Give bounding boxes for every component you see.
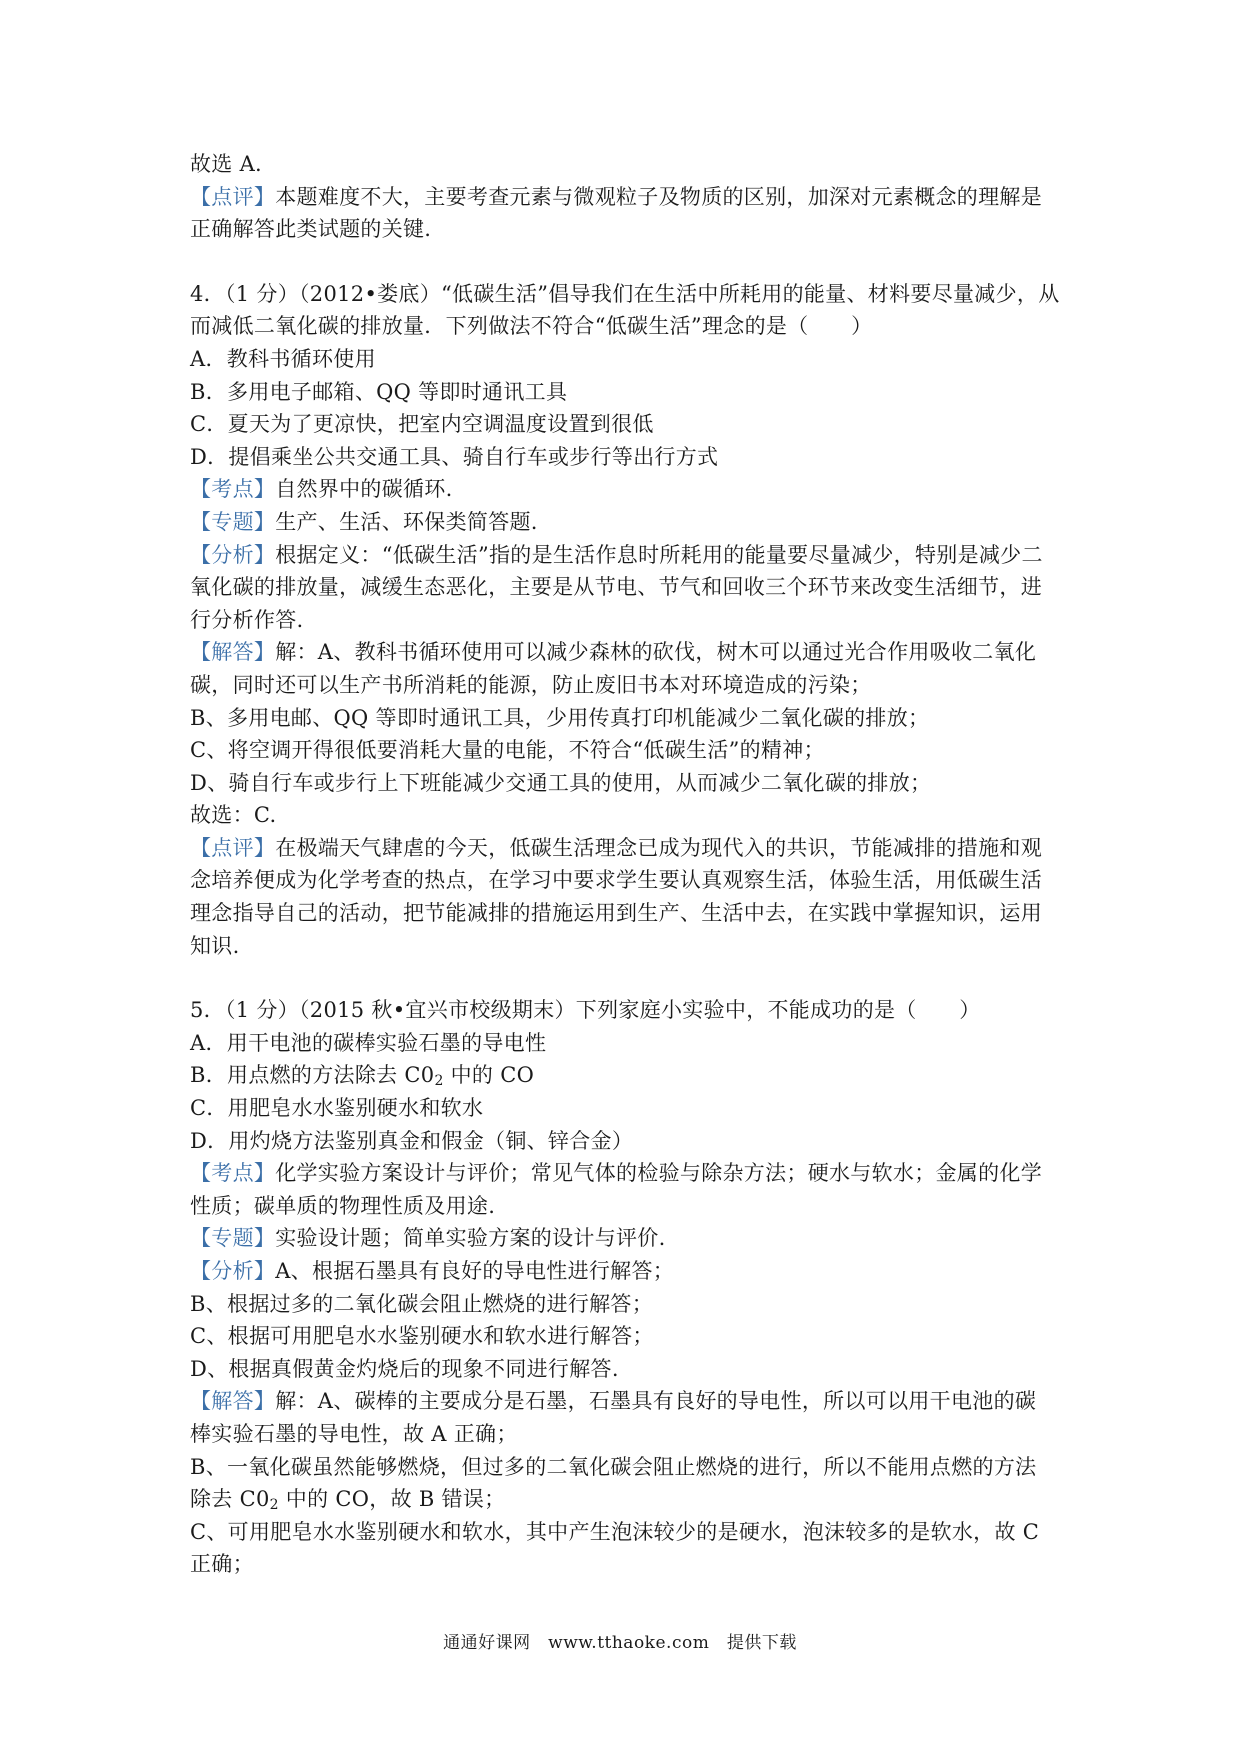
text-line <box>190 604 1062 637</box>
line-text: 解：A、教科书循环使用可以减少森林的砍伐，树木可以通过光合作用吸收二氧化 <box>275 640 1037 665</box>
line-text: B、一氧化碳虽然能够燃烧，但过多的二氧化碳会阻止燃烧的进行，所以不能用点燃的方法 <box>190 1454 1037 1479</box>
line-text: 氧化碳的排放量，减缓生态恶化，主要是从节电、节气和回收三个环节来改变生活细节，进 <box>190 575 1042 600</box>
text-line <box>190 343 1062 376</box>
line-text: 化学实验方案设计与评价；常见气体的检验与除杂方法；硬水与软水；金属的化学 <box>275 1161 1042 1186</box>
text-line <box>190 571 1062 604</box>
section-tag: 【分析】 <box>190 1259 276 1283</box>
line-text: 4．（1 分）（2012•娄底）“低碳生活”倡导我们在生活中所耗用的能量、材料要尽量减少，从 <box>190 281 1060 306</box>
text-line <box>190 994 1062 1027</box>
text-line <box>190 897 1062 930</box>
section-tag: 【考点】 <box>190 1161 276 1186</box>
text-line <box>190 376 1062 409</box>
line-text: 行分析作答. <box>190 607 304 632</box>
section-tag: 【考点】 <box>190 477 276 502</box>
line-text: B、根据过多的二氧化碳会阻止燃烧的进行解答； <box>190 1291 654 1316</box>
text-line <box>190 1222 1062 1255</box>
line-text: 在极端天气肆虐的今天，低碳生活理念已成为现代入的共识，节能减排的措施和观 <box>275 835 1042 860</box>
document-body <box>190 148 1062 1581</box>
text-line <box>190 1483 1062 1516</box>
text-line <box>190 1516 1062 1549</box>
text-line <box>190 734 1062 767</box>
section-tag: 【点评】 <box>190 184 276 209</box>
line-text: A．用干电池的碳棒实验石墨的导电性 <box>190 1030 547 1055</box>
text-line <box>190 1418 1062 1451</box>
section-tag: 【解答】 <box>190 1389 276 1414</box>
line-text: 实验设计题；简单实验方案的设计与评价. <box>275 1226 666 1251</box>
line-text: 故选 A. <box>190 152 263 176</box>
line-text: 碳，同时还可以生产书所消耗的能源，防止废旧书本对环境造成的污染； <box>190 672 872 697</box>
text-line <box>190 181 1062 214</box>
line-text: D、根据真假黄金灼烧后的现象不同进行解答. <box>190 1356 619 1381</box>
text-line <box>190 767 1062 800</box>
text-line <box>190 1385 1062 1418</box>
line-text: 生产、生活、环保类简答题. <box>275 509 538 534</box>
text-line <box>190 1548 1062 1581</box>
page-footer: 通通好课网 www.tthaoke.com 提供下载 <box>443 1633 797 1653</box>
line-text: A、根据石墨具有良好的导电性进行解答； <box>275 1259 675 1283</box>
text-line <box>190 441 1062 474</box>
line-text: 而减低二氧化碳的排放量．下列做法不符合“低碳生活”理念的是（ ） <box>190 314 873 339</box>
text-line <box>190 473 1062 506</box>
line-text: 正确解答此类试题的关键. <box>190 217 432 242</box>
section-tag: 【专题】 <box>190 1226 276 1251</box>
line-text: 解：A、碳棒的主要成分是石墨，石墨具有良好的导电性，所以可以用干电池的碳 <box>275 1389 1037 1414</box>
text-line <box>190 1125 1062 1158</box>
text-line <box>190 702 1062 735</box>
text-line <box>190 1190 1062 1223</box>
text-line <box>190 636 1062 669</box>
text-line <box>190 408 1062 441</box>
text-line <box>190 1255 1062 1288</box>
line-text: C、根据可用肥皂水水鉴别硬水和软水进行解答； <box>190 1324 654 1349</box>
line-text: D．提倡乘坐公共交通工具、骑自行车或步行等出行方式 <box>190 444 719 469</box>
text-line <box>190 506 1062 539</box>
text-line <box>190 148 1062 181</box>
line-text: 本题难度不大，主要考查元素与微观粒子及物质的区别，加深对元素概念的理解是 <box>275 184 1042 209</box>
line-text-continued: 中的 CO，故 B 错误； <box>278 1487 506 1512</box>
line-text: C．用肥皂水水鉴别硬水和软水 <box>190 1096 484 1121</box>
section-tag: 【点评】 <box>190 835 276 860</box>
line-text: D．用灼烧方法鉴别真金和假金（铜、锌合金） <box>190 1128 634 1153</box>
line-text: A．教科书循环使用 <box>190 346 376 371</box>
subscript: 2 <box>434 1073 444 1090</box>
text-line <box>190 310 1062 343</box>
line-text: B．用点燃的方法除去 C0 <box>190 1063 435 1088</box>
text-line <box>190 1059 1062 1092</box>
line-text: C、将空调开得很低要消耗大量的电能，不符合“低碳生活”的精神； <box>190 738 825 763</box>
line-text: 正确； <box>190 1552 254 1577</box>
text-line <box>190 1092 1062 1125</box>
text-line <box>190 213 1062 246</box>
line-text-continued: 中的 CO <box>443 1063 535 1088</box>
line-text: D、骑自行车或步行上下班能减少交通工具的使用，从而减少二氧化碳的排放； <box>190 770 932 795</box>
line-text: 自然界中的碳循环. <box>275 477 453 502</box>
paragraph-gap <box>190 246 1062 278</box>
line-text: 念培养便成为化学考查的热点，在学习中要求学生要认真观察生活，体验生活，用低碳生活 <box>190 868 1042 893</box>
line-text: 性质；碳单质的物理性质及用途. <box>190 1193 496 1218</box>
line-text: C、可用肥皂水水鉴别硬水和软水，其中产生泡沫较少的是硬水，泡沫较多的是软水，故 C <box>190 1519 1040 1544</box>
text-line <box>190 1451 1062 1484</box>
paragraph-gap <box>190 962 1062 994</box>
line-text: 5．（1 分）（2015 秋•宜兴市校级期末）下列家庭小实验中，不能成功的是（ ） <box>190 998 981 1023</box>
section-tag: 【解答】 <box>190 640 276 665</box>
line-text: 故选：C. <box>190 803 277 828</box>
section-tag: 【分析】 <box>190 542 276 567</box>
subscript: 2 <box>269 1497 279 1514</box>
text-line <box>190 864 1062 897</box>
section-tag: 【专题】 <box>190 509 276 534</box>
text-line <box>190 1353 1062 1386</box>
text-line <box>190 278 1062 311</box>
text-line <box>190 930 1062 963</box>
line-text: 知识. <box>190 933 240 958</box>
line-text: 棒实验石墨的导电性，故 A 正确； <box>190 1421 518 1446</box>
line-text: B．多用电子邮箱、QQ 等即时通讯工具 <box>190 379 568 404</box>
text-line <box>190 1027 1062 1060</box>
text-line <box>190 832 1062 865</box>
text-line <box>190 539 1062 572</box>
text-line <box>190 1288 1062 1321</box>
line-text: 根据定义：“低碳生活”指的是生活作息时所耗用的能量要尽量减少，特别是减少二 <box>275 542 1043 567</box>
text-line <box>190 1320 1062 1353</box>
text-line <box>190 669 1062 702</box>
text-line <box>190 1157 1062 1190</box>
text-line <box>190 799 1062 832</box>
line-text: 理念指导自己的活动，把节能减排的措施运用到生产、生活中去，在实践中掌握知识，运用 <box>190 901 1042 926</box>
line-text: C．夏天为了更凉快，把室内空调温度设置到很低 <box>190 412 654 437</box>
line-text: B、多用电邮、QQ 等即时通讯工具，少用传真打印机能减少二氧化碳的排放； <box>190 705 930 730</box>
line-text: 除去 C0 <box>190 1487 270 1512</box>
